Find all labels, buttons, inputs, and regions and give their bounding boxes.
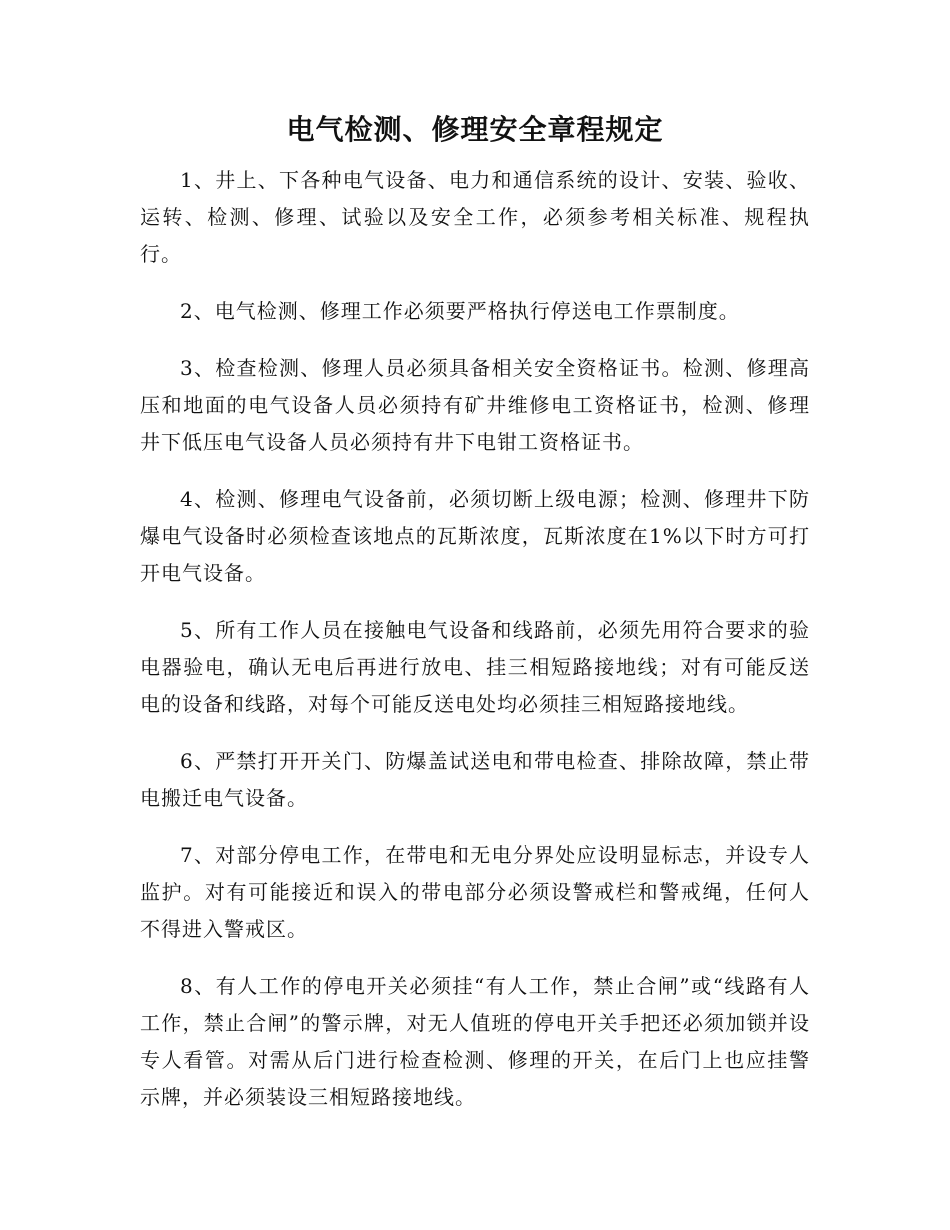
paragraph-4: 4、检测、修理电气设备前，必须切断上级电源；检测、修理井下防爆电气设备时必须检查该地点的瓦斯浓度，瓦斯浓度在1%以下时方可打开电气设备。 [140, 487, 810, 585]
paragraph-5: 5、所有工作人员在接触电气设备和线路前，必须先用符合要求的验电器验电，确认无电后再进行放电、挂三相短路接地线；对有可能反送电的设备和线路，对每个可能反送电处均必须挂三相短路接地线。 [140, 618, 810, 716]
document-page [140, 110, 810, 1136]
paragraph-2: 2、电气检测、修理工作必须要严格执行停送电工作票制度。 [180, 299, 740, 323]
paragraph-6: 6、严禁打开开关门、防爆盖试送电和带电检查、排除故障，禁止带电搬迁电气设备。 [140, 749, 810, 810]
paragraph-3: 3、检查检测、修理人员必须具备相关安全资格证书。检测、修理高压和地面的电气设备人员必须持有矿井维修电工资格证书，检测、修理井下低压电气设备人员必须持有井下电钳工资格证书。 [140, 356, 810, 454]
paragraph-7: 7、对部分停电工作，在带电和无电分界处应设明显标志，并设专人监护。对有可能接近和误入的带电部分必须设警戒栏和警戒绳，任何人不得进入警戒区。 [140, 843, 810, 941]
paragraph-8: 8、有人工作的停电开关必须挂“有人工作，禁止合闸”或“线路有人工作，禁止合闸”的警示牌，对无人值班的停电开关手把还必须加锁并设专人看管。对需从后门进行检查检测、修理的开关，在后门上也应挂警示牌，并必须装设三相短路接地线。 [140, 974, 810, 1109]
document-title: 电气检测、修理安全章程规定 [286, 113, 664, 146]
paragraph-1: 1、井上、下各种电气设备、电力和通信系统的设计、安装、验收、运转、检测、修理、试验以及安全工作，必须参考相关标准、规程执行。 [140, 168, 810, 266]
